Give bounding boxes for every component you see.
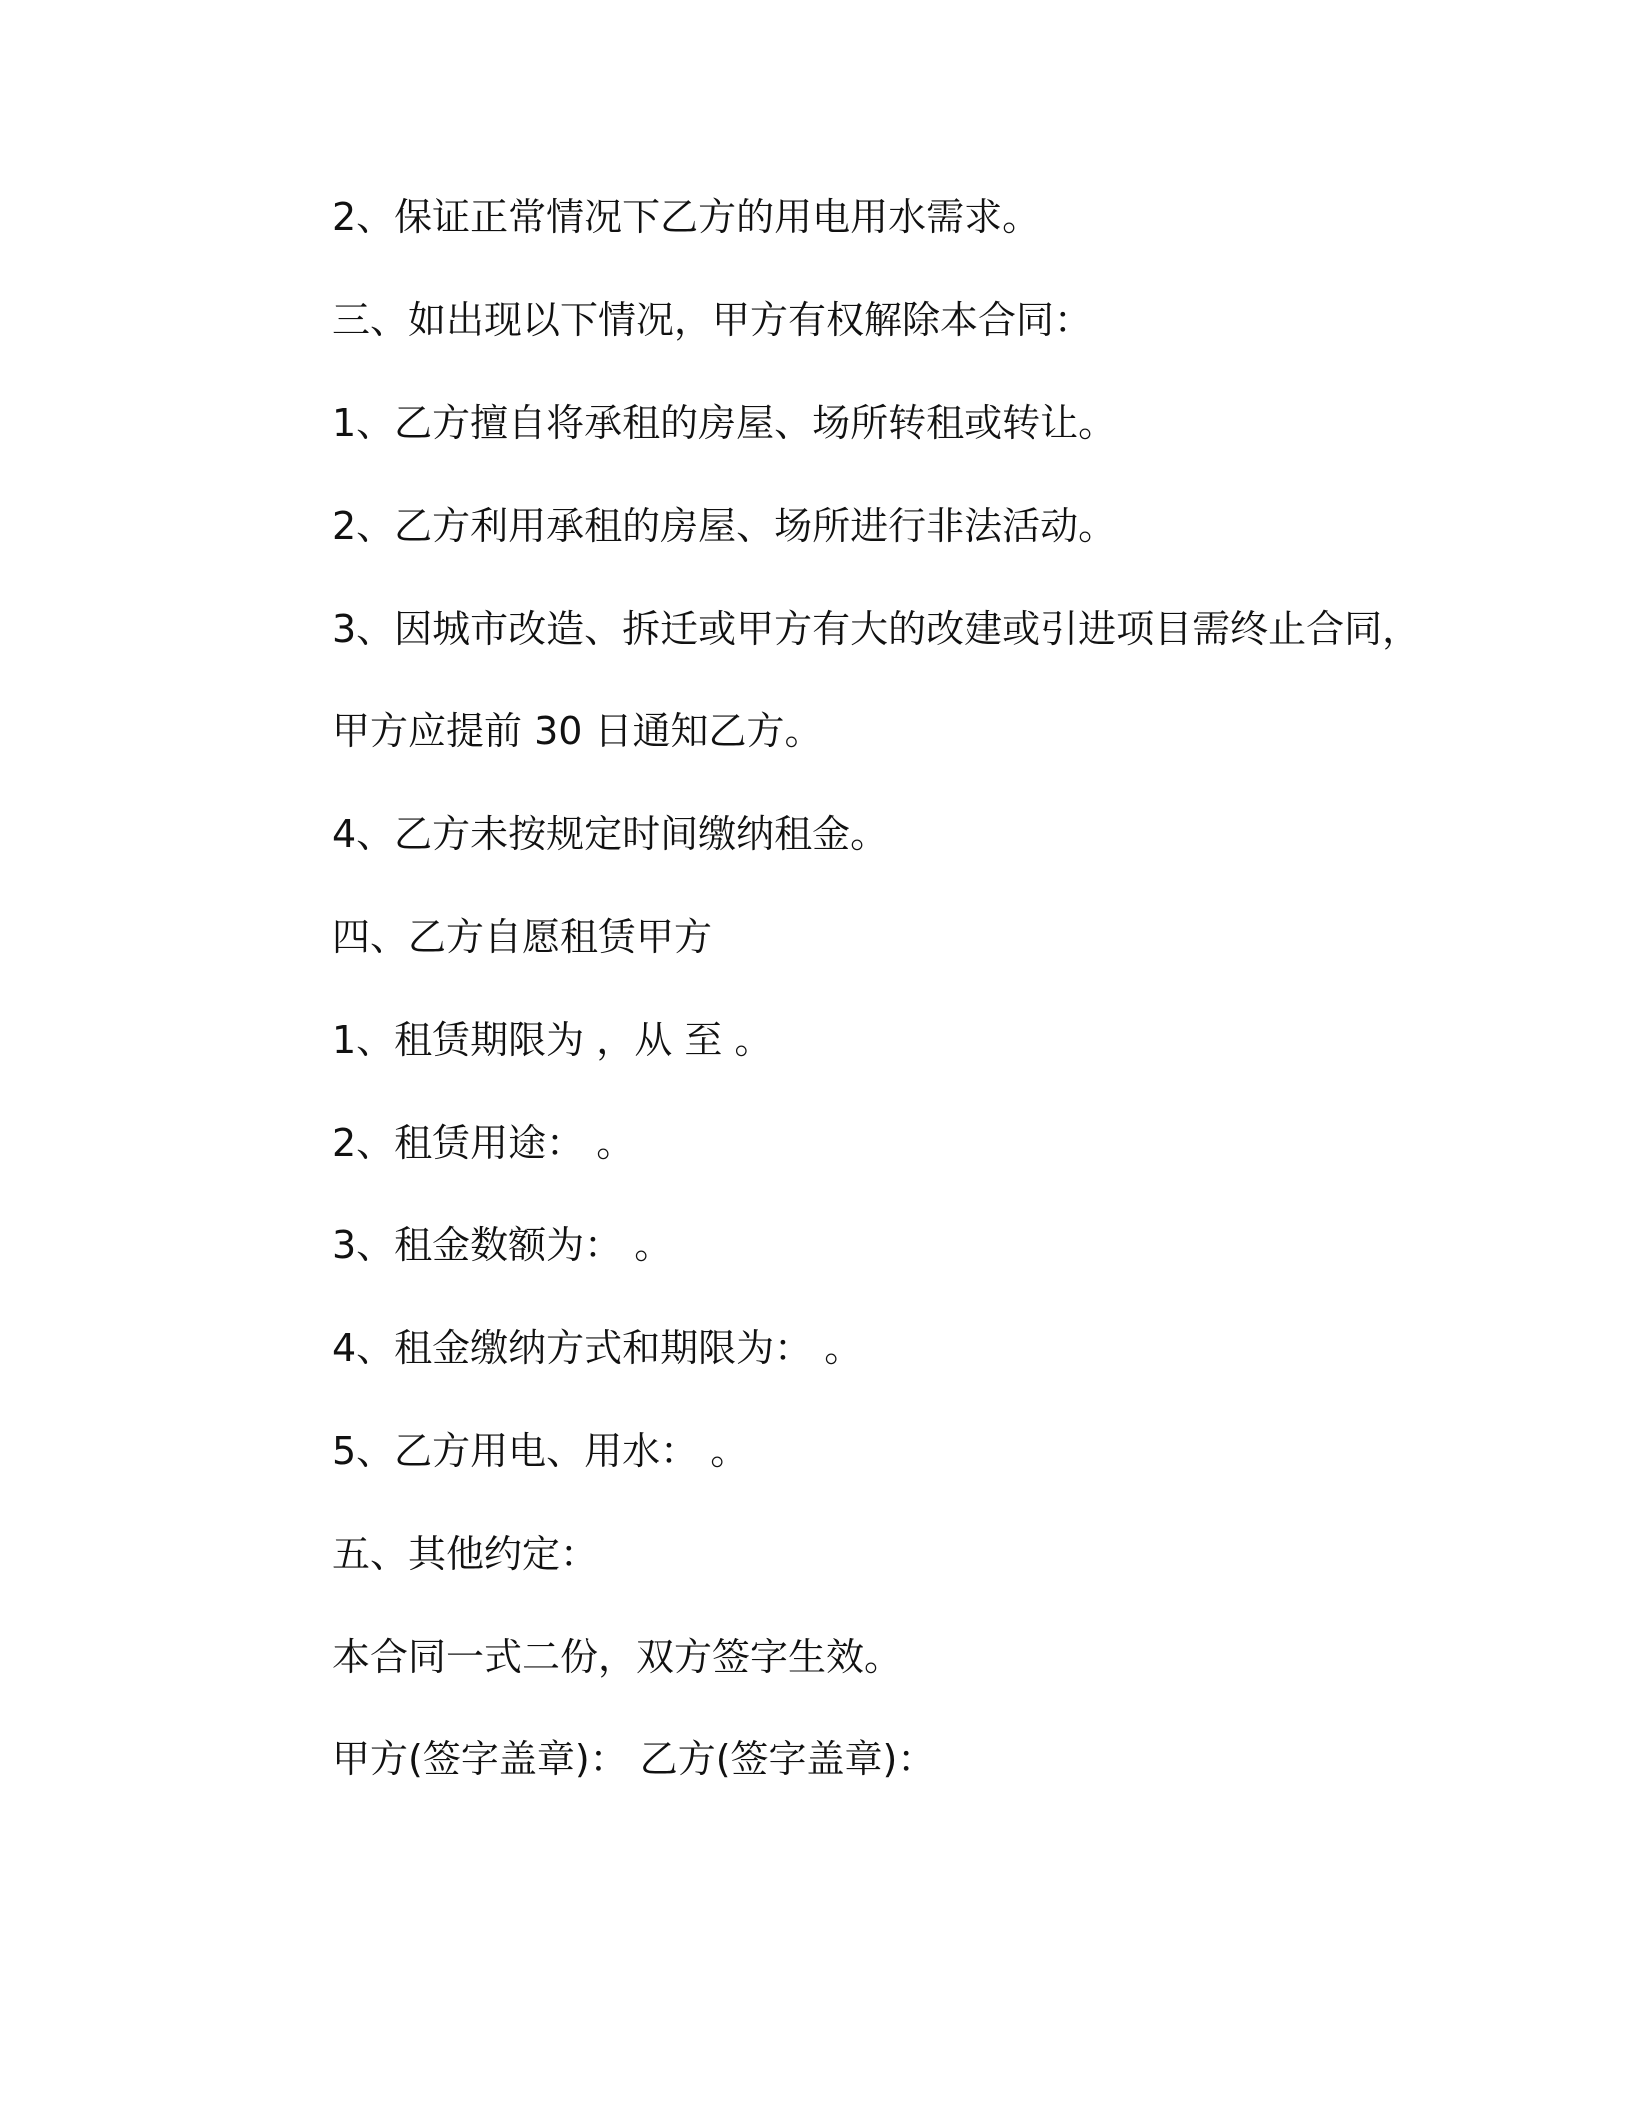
section-heading-voluntary-lease: 四、乙方自愿租赁甲方 bbox=[332, 915, 713, 959]
clause-water-electricity-guarantee: 2、保证正常情况下乙方的用电用水需求。 bbox=[332, 195, 1041, 239]
clause-payment-method: 4、租金缴纳方式和期限为： 。 bbox=[332, 1326, 863, 1370]
section-heading-other-terms: 五、其他约定： bbox=[332, 1532, 599, 1576]
clause-lease-purpose: 2、租赁用途： 。 bbox=[332, 1121, 635, 1165]
clause-urban-renovation-continued: 甲方应提前 30 日通知乙方。 bbox=[332, 709, 823, 753]
signature-line: 甲方(签字盖章)： 乙方(签字盖章)： bbox=[332, 1737, 936, 1781]
clause-lease-term: 1、租赁期限为 ，从 至 。 bbox=[332, 1018, 773, 1062]
clause-sublease: 1、乙方擅自将承租的房屋、场所转租或转让。 bbox=[332, 401, 1117, 445]
clause-rent-amount: 3、租金数额为： 。 bbox=[332, 1223, 673, 1267]
clause-copies-effective: 本合同一式二份，双方签字生效。 bbox=[332, 1635, 903, 1679]
clause-utilities: 5、乙方用电、用水： 。 bbox=[332, 1429, 749, 1473]
section-heading-termination: 三、如出现以下情况，甲方有权解除本合同： bbox=[332, 298, 1093, 342]
clause-urban-renovation: 3、因城市改造、拆迁或甲方有大的改建或引进项目需终止合同， bbox=[332, 607, 1421, 651]
clause-late-rent: 4、乙方未按规定时间缴纳租金。 bbox=[332, 812, 889, 856]
clause-illegal-activity: 2、乙方利用承租的房屋、场所进行非法活动。 bbox=[332, 504, 1117, 548]
